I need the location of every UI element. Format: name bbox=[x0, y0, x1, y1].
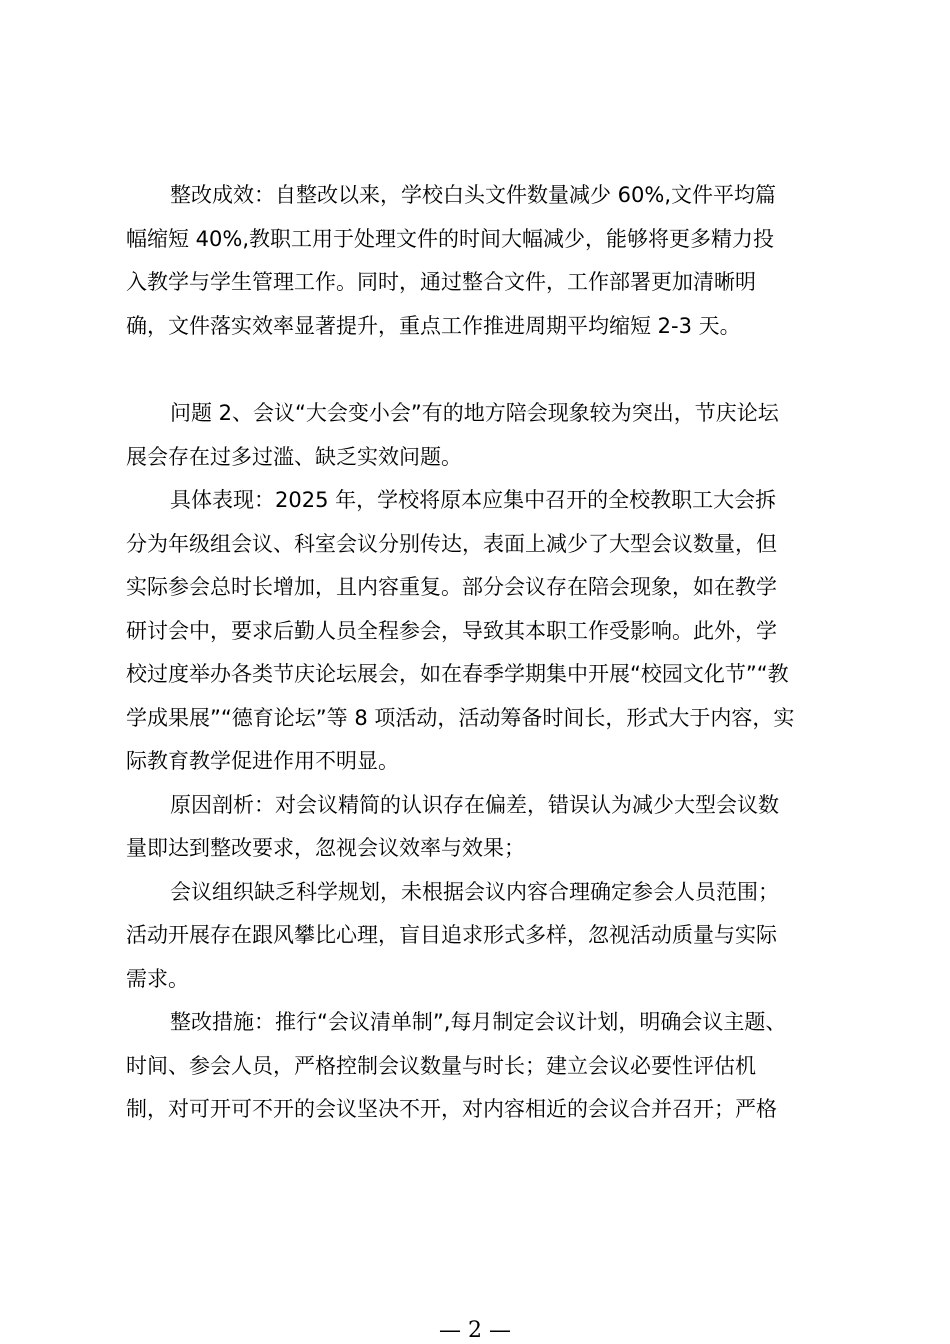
paragraph-rectification-measures bbox=[126, 1001, 838, 1132]
text-line: 具体表现：2025 年，学校将原本应集中召开的全校教职工大会拆 bbox=[170, 488, 777, 512]
paragraph-specific-manifestation bbox=[126, 479, 838, 784]
text-line: 整改成效：自整改以来，学校白头文件数量减少 60%,文件平均篇 bbox=[170, 183, 777, 207]
paragraph-issue-2-heading bbox=[126, 392, 838, 479]
text-line: 会议组织缺乏科学规划，未根据会议内容合理确定参会人员范围； bbox=[170, 879, 779, 904]
text-line: 制，对可开可不开的会议坚决不开，对内容相近的会议合并召开；严格 bbox=[126, 1097, 777, 1121]
page-number: — 2 — bbox=[439, 1318, 511, 1343]
document-body bbox=[126, 174, 838, 1132]
text-line: 分为年级组会议、科室会议分别传达，表面上减少了大型会议数量，但 bbox=[126, 531, 777, 556]
text-line: 入教学与学生管理工作。同时，通过整合文件，工作部署更加清晰明 bbox=[126, 270, 756, 294]
text-line: 校过度举办各类节庆论坛展会，如在春季学期集中开展“校园文化节”“教 bbox=[126, 662, 789, 686]
text-line: 研讨会中，要求后勤人员全程参会，导致其本职工作受影响。此外，学 bbox=[126, 618, 777, 643]
text-line: 量即达到整改要求，忽视会议效率与效果； bbox=[126, 836, 525, 860]
text-line: 时间、参会人员，严格控制会议数量与时长；建立会议必要性评估机 bbox=[126, 1053, 756, 1078]
text-line: 幅缩短 40%,教职工用于处理文件的时间大幅减少，能够将更多精力投 bbox=[126, 226, 775, 251]
text-line: 学成果展”“德育论坛”等 8 项活动，活动筹备时间长，形式大于内容，实 bbox=[126, 705, 795, 730]
text-line: 整改措施：推行“会议清单制”,每月制定会议计划，明确会议主题、 bbox=[170, 1010, 787, 1034]
paragraph-spacer bbox=[126, 348, 838, 392]
text-line: 需求。 bbox=[126, 966, 189, 991]
text-line: 原因剖析：对会议精简的认识存在偏差，错误认为减少大型会议数 bbox=[170, 792, 779, 817]
text-line: 确，文件落实效率显著提升，重点工作推进周期平均缩短 2-3 天。 bbox=[126, 313, 741, 338]
text-line: 活动开展存在跟风攀比心理，盲目追求形式多样，忽视活动质量与实际 bbox=[126, 923, 777, 947]
text-line: 问题 2、会议“大会变小会”有的地方陪会现象较为突出，节庆论坛 bbox=[170, 401, 779, 425]
text-line: 展会存在过多过滥、缺乏实效问题。 bbox=[126, 444, 462, 469]
paragraph-cause-analysis bbox=[126, 784, 838, 871]
paragraph-rectification-results bbox=[126, 174, 838, 348]
text-line: 际教育教学促进作用不明显。 bbox=[126, 749, 399, 773]
text-line: 实际参会总时长增加，且内容重复。部分会议存在陪会现象，如在教学 bbox=[126, 575, 777, 599]
paragraph-meeting-organization bbox=[126, 871, 838, 1002]
